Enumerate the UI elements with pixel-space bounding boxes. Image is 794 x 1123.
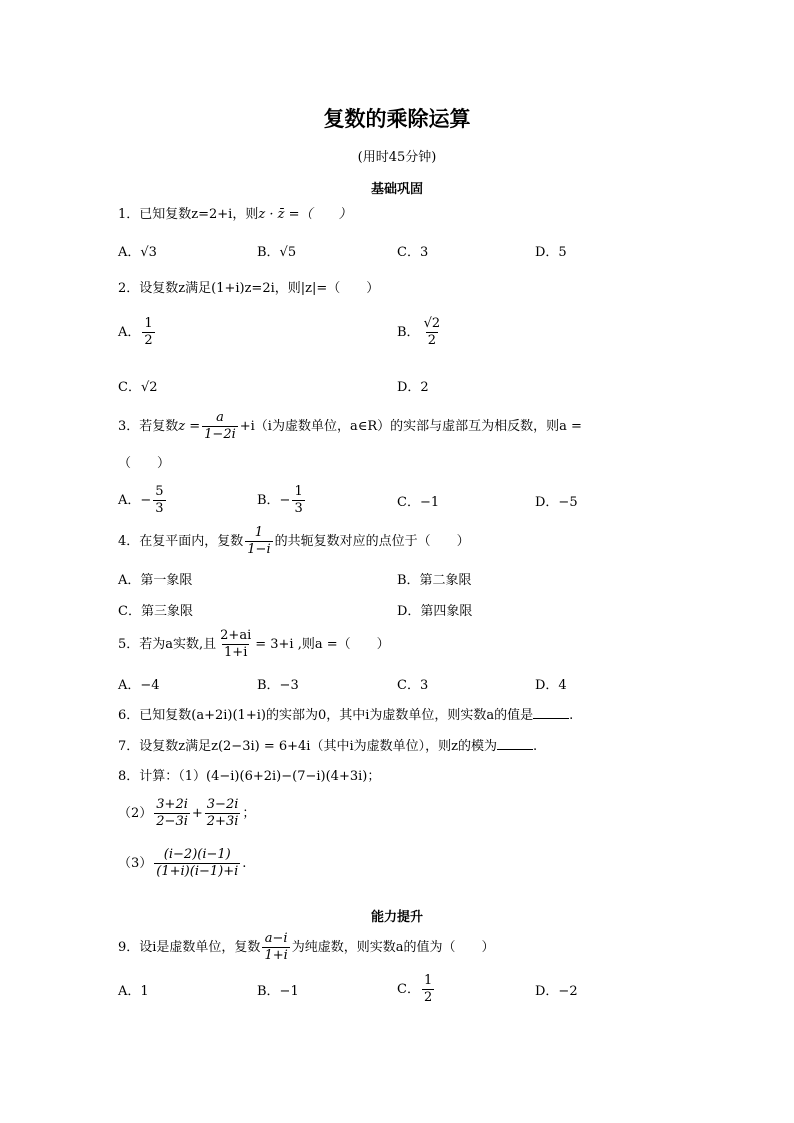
question-3-paren: （ ）: [118, 456, 171, 471]
q4-option-a: A．第一象限: [118, 573, 193, 588]
question-5: 5．若为a实数,且 $\frac{2+ai}{1+i}$ = 3+i ,则a =（ ）: [118, 628, 390, 660]
q5-option-c: C．3: [397, 678, 429, 693]
q3-option-c: C．−1: [397, 495, 440, 510]
section-basic: 基础巩固: [370, 182, 423, 197]
question-7: 7．设复数z满足z(2−3i) = 6+4i（其中i为虚数单位），则z的模为 .: [118, 739, 538, 754]
q5-option-d: D．4: [535, 678, 567, 693]
q2-option-b: B． $\frac{√2}{2}$: [397, 316, 441, 348]
q1-option-c: C．3: [397, 245, 429, 260]
question-6: 6．已知复数(a+2i)(1+i)的实部为0，其中i为虚数单位，则实数a的值是 .: [118, 708, 574, 723]
section-advanced: 能力提升: [370, 910, 423, 925]
q2-option-d: D．2: [397, 380, 429, 395]
q3-option-b: B．− $\frac{1}{3}$: [257, 484, 303, 516]
q9-option-d: D．−2: [535, 984, 578, 999]
question-8: 8．计算：（1）(4−i)(6+2i)−(7−i)(4+3i)；: [118, 769, 381, 784]
q9-option-b: B．−1: [257, 984, 299, 999]
question-1-expr: z · z̄ =（ ）: [258, 207, 352, 222]
question-2: 2．设复数z满足(1+i)z=2i，则|z|=（ ）: [118, 281, 380, 296]
q9-option-a: A．1: [118, 984, 149, 999]
q5-option-a: A．−4: [118, 678, 160, 693]
question-1: [118, 206, 351, 224]
question-3: 3．若复数z = $\frac{a}{1-2i}$ +i（i为虚数单位，a∈R）的实部与虚部互为相反数，则a =: [118, 410, 582, 442]
fraction: $\frac{a-i}{1+i}$: [264, 931, 288, 963]
q4-option-c: C．第三象限: [118, 604, 193, 619]
fraction: $\frac{√2}{2}$: [423, 316, 441, 348]
q1-option-d: D．5: [535, 245, 567, 260]
time-note: (用时45分钟): [357, 150, 437, 165]
question-1-text: 1．已知复数z=2+i，则: [118, 207, 259, 222]
q3-option-d: D．−5: [535, 495, 578, 510]
fraction: $\frac{1}{2}$: [423, 973, 433, 1005]
fraction: $\frac{a}{1-2i}$: [204, 410, 236, 442]
answer-blank: [533, 706, 569, 719]
q4-option-d: D．第四象限: [397, 604, 473, 619]
q2-option-a: A． $\frac{1}{2}$: [118, 316, 153, 348]
q3-option-a: A．− $\frac{5}{3}$: [118, 484, 164, 516]
fraction: $\frac{1}{3}$: [294, 484, 303, 516]
fraction: $\frac{(i-2)(i-1)}{(1+i)(i-1)+i}$: [156, 847, 239, 879]
fraction: $\frac{1}{2}$: [144, 316, 153, 348]
q2-option-c: C．√2: [118, 380, 158, 395]
q1-option-b: B．√5: [257, 245, 297, 260]
question-4: 4．在复平面内，复数 $\frac{1}{1-i}$ 的共轭复数对应的点位于（ ）: [118, 525, 470, 557]
fraction: $\frac{2+ai}{1+i}$: [220, 628, 252, 660]
fraction: $\frac{1}{1-i}$: [247, 525, 271, 557]
q9-option-c: C． $\frac{1}{2}$: [397, 973, 433, 1005]
answer-blank: [497, 737, 533, 750]
q4-option-b: B．第二象限: [397, 573, 472, 588]
page-title: 复数的乘除运算: [323, 106, 471, 131]
fraction: $\frac{5}{3}$: [155, 484, 164, 516]
fraction: $\frac{3+2i}{2-3i}$: [156, 797, 188, 829]
question-8-part-2: （2） $\frac{3+2i}{2-3i}$ + $\frac{3-2i}{2+3i}$ ；: [118, 797, 256, 829]
question-9: 9．设i是虚数单位，复数 $\frac{a-i}{1+i}$ 为纯虚数，则实数a的值为（ ）: [118, 931, 495, 963]
fraction: $\frac{3-2i}{2+3i}$: [206, 797, 239, 829]
q5-option-b: B．−3: [257, 678, 299, 693]
q1-option-a: A．√3: [118, 245, 157, 260]
question-8-part-3: （3） $\frac{(i-2)(i-1)}{(1+i)(i-1)+i}$ .: [118, 847, 247, 879]
